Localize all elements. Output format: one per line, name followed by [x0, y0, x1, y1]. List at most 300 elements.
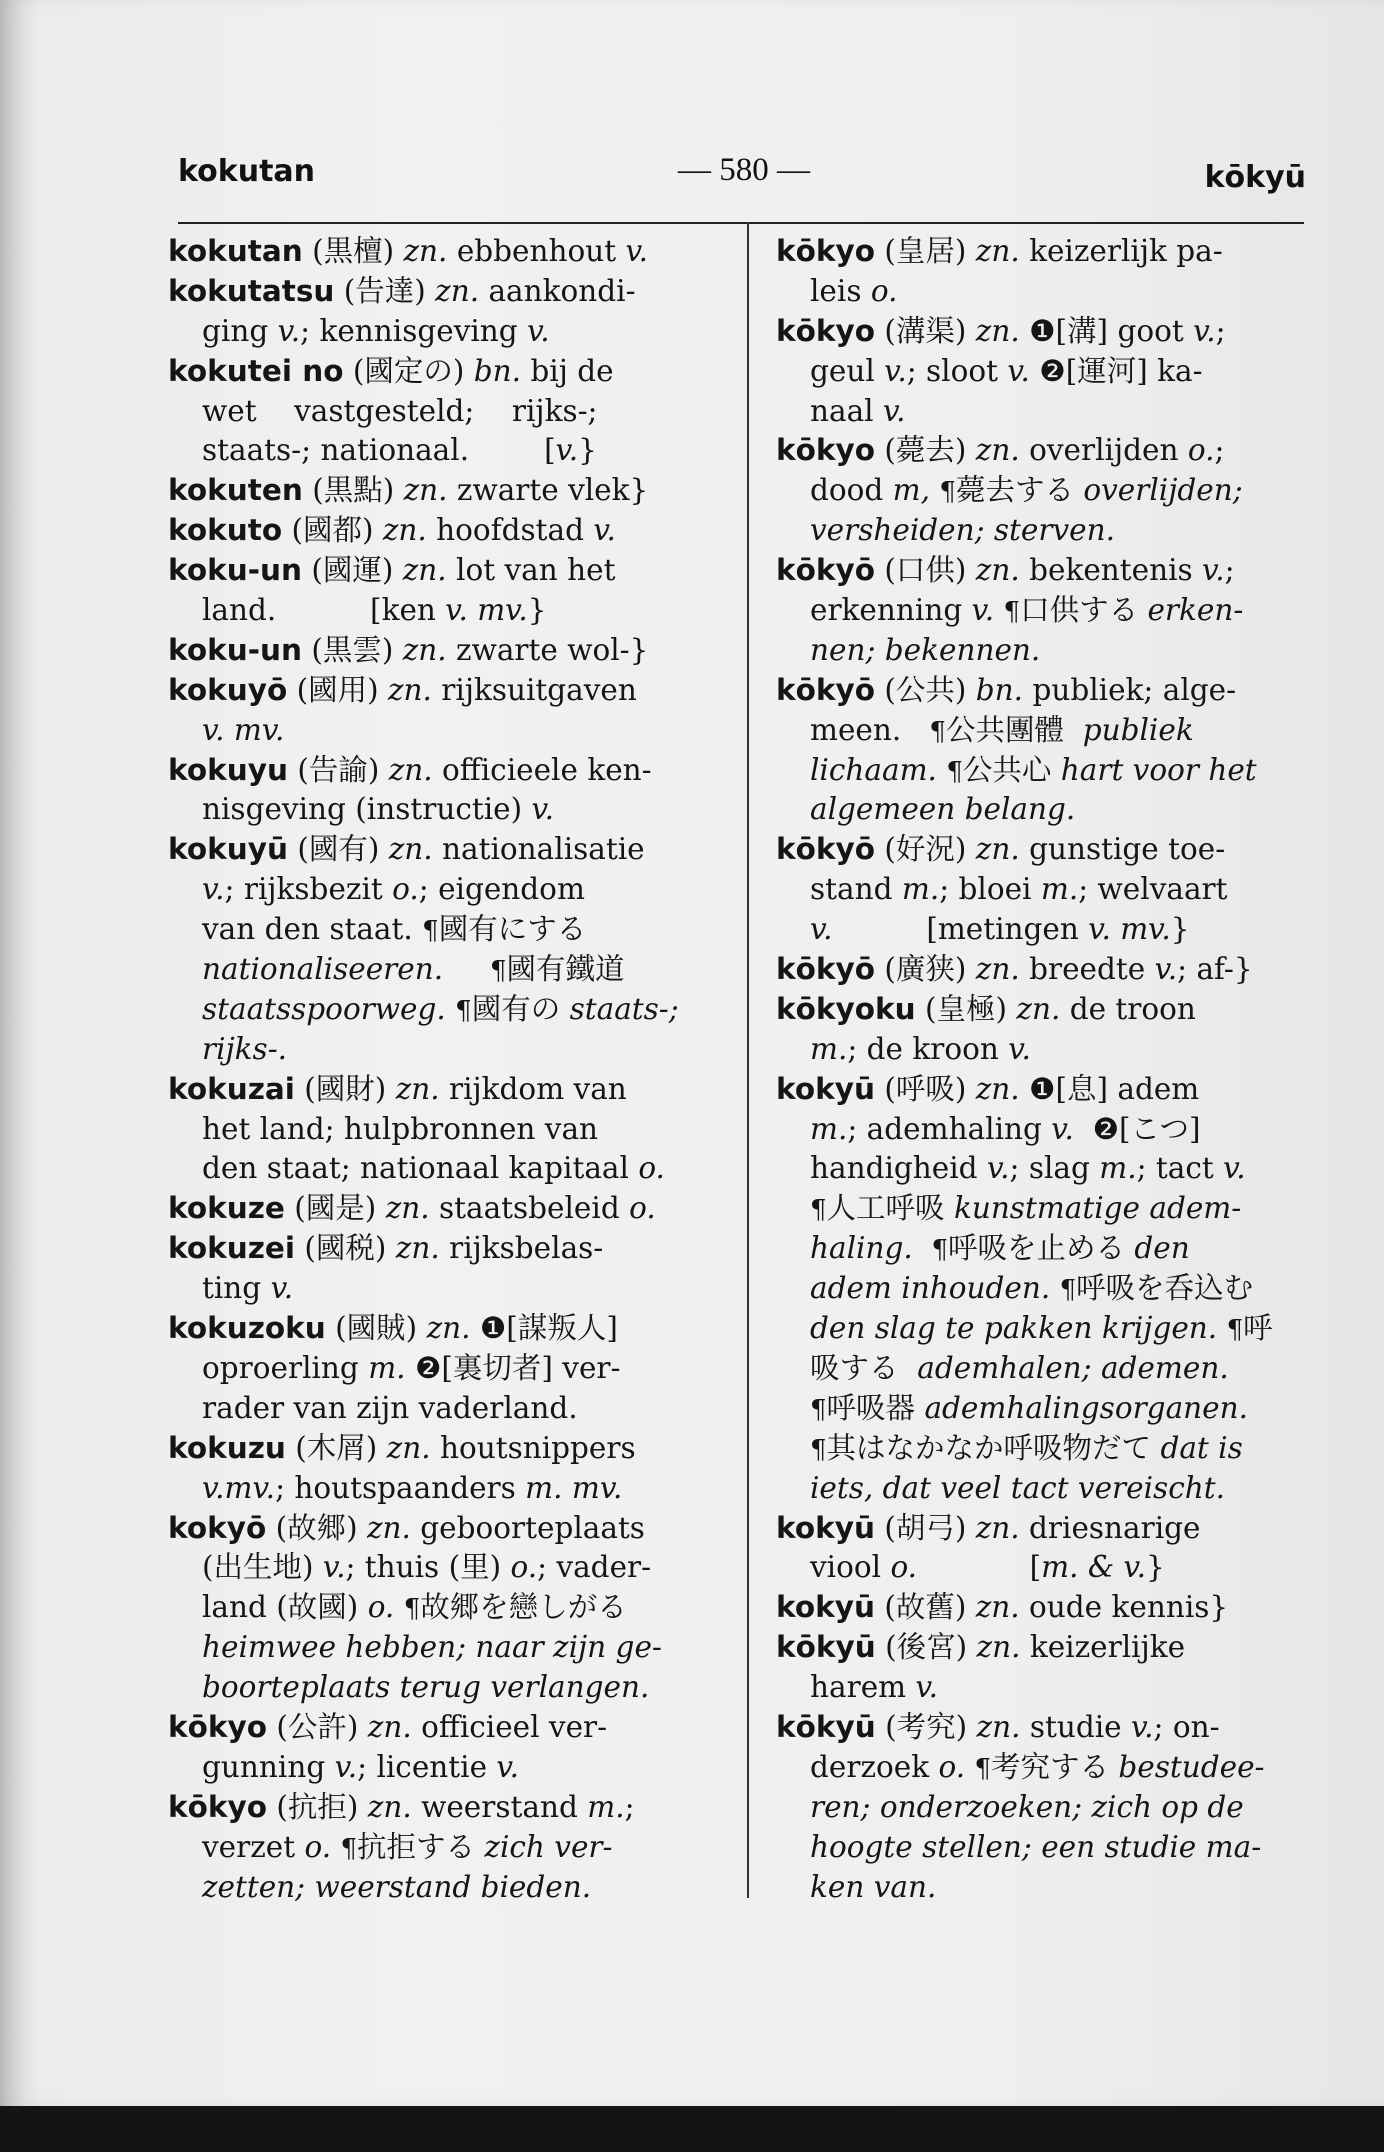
italic-text: zn.	[395, 1231, 440, 1266]
italic-text: ademhalingsorganen.	[924, 1390, 1248, 1425]
headword: kōkyo	[776, 234, 876, 268]
entry-text: ;	[624, 1789, 635, 1824]
entry-text: zwarte vlek}	[447, 473, 649, 508]
entry-continuation-line	[168, 910, 726, 950]
pilcrow-mark: ¶	[939, 477, 956, 508]
entry-continuation-line	[776, 790, 1320, 830]
entry-continuation-line	[168, 1469, 726, 1509]
pilcrow-mark: ¶	[1059, 1275, 1077, 1306]
italic-text: zn.	[402, 632, 447, 667]
italic-text: v.mv.	[202, 1470, 276, 1505]
entry-text: (溝渠)	[875, 313, 976, 348]
italic-text: zn.	[403, 234, 448, 268]
entry-text: officieele ken-	[432, 752, 652, 787]
entry-text: (黒雲)	[301, 632, 403, 667]
entry-line	[776, 830, 1320, 870]
entry-text: 吸する	[810, 1350, 918, 1385]
headword: kokutan	[168, 234, 303, 268]
italic-text: o.	[870, 273, 898, 308]
entry-continuation-line	[776, 1349, 1320, 1389]
entry-text: land. [ken	[202, 593, 446, 628]
italic-text: m,	[892, 473, 931, 508]
entry-continuation-line	[776, 591, 1320, 631]
entry-continuation-line	[776, 631, 1320, 671]
italic-text: zetten; weerstand bieden.	[202, 1869, 592, 1904]
entry-text: 故郷を戀しがる	[420, 1590, 627, 1625]
italic-text: zn.	[975, 433, 1020, 468]
entry-text: ; slag	[1009, 1151, 1100, 1186]
italic-text: v.	[915, 1670, 939, 1705]
italic-text: m.	[368, 1350, 406, 1385]
entry-text: (國定の)	[343, 353, 474, 388]
headword: kokuyu	[168, 752, 288, 787]
entry-text: ; de kroon	[847, 1031, 1009, 1066]
italic-text: v.	[1130, 1709, 1154, 1744]
entry-text: breedte	[1019, 952, 1155, 987]
entry-text: 國有にする	[438, 912, 587, 947]
entry-text: ; welvaart	[1078, 872, 1228, 907]
entry-line	[168, 631, 726, 671]
entry-text: aankondi-	[479, 273, 636, 308]
entry-text: weerstand	[411, 1789, 588, 1824]
entry-text: ; rijksbezit	[224, 872, 393, 907]
italic-text: dat is	[1160, 1430, 1243, 1465]
entry-text: overlijden	[1019, 433, 1188, 468]
pilcrow-mark: ¶	[931, 1235, 949, 1266]
pilcrow-mark: ¶	[810, 1195, 827, 1226]
entry-text: nisgeving (instructie)	[202, 792, 532, 827]
entry-text: 考究する	[991, 1749, 1119, 1784]
entry-text: keizerlijk pa-	[1019, 234, 1223, 268]
headword: kokyū	[776, 1071, 875, 1106]
entry-text: ❶[謀叛人]	[470, 1311, 618, 1346]
entry-line	[168, 1788, 726, 1828]
entry-text: (國用)	[287, 672, 388, 707]
italic-text: v.	[555, 433, 579, 468]
entry-text: geul	[810, 353, 885, 388]
left-column	[168, 232, 726, 1907]
entry-text: zwarte wol-}	[446, 632, 649, 667]
italic-text: zn.	[976, 1709, 1021, 1744]
entry-continuation-line	[776, 910, 1320, 950]
entry-line	[168, 751, 726, 791]
headword: kokyū	[776, 1590, 875, 1625]
entry-continuation-line	[776, 1868, 1320, 1908]
entry-text: officieel ver-	[411, 1709, 608, 1744]
entry-text: ❷[裏切者] ver-	[405, 1350, 621, 1385]
italic-text: zn.	[395, 1071, 440, 1106]
entry-continuation-line	[168, 591, 726, 631]
page-number: — 580 —	[678, 152, 810, 188]
pilcrow-mark: ¶	[455, 995, 472, 1026]
headword: kokuyū	[168, 832, 288, 867]
entry-text: dood	[810, 473, 893, 508]
headword: kokyō	[168, 1510, 267, 1545]
entry-text: publiek; alge-	[1023, 672, 1237, 707]
entry-text: rijksbelas-	[439, 1231, 604, 1266]
entry-text: rijksuitgaven	[431, 672, 637, 707]
entry-line	[776, 431, 1320, 471]
italic-text: lichaam.	[810, 752, 937, 787]
italic-text: v.	[277, 313, 301, 348]
pilcrow-mark: ¶	[810, 1394, 827, 1425]
italic-text: v.	[1154, 952, 1178, 987]
entry-text	[394, 1590, 403, 1624]
italic-text: hart voor het	[1060, 752, 1257, 787]
italic-text: zn.	[367, 1709, 412, 1744]
entry-text: ; af-}	[1177, 952, 1253, 987]
italic-text: staatsspoorweg.	[202, 991, 446, 1026]
italic-text: den slag te pakken krijgen.	[810, 1311, 1218, 1346]
italic-text: overlijden;	[1083, 473, 1243, 508]
italic-text: v. mv.	[202, 712, 285, 747]
italic-text: boorteplaats terug verlangen.	[202, 1670, 650, 1705]
entry-continuation-line	[168, 950, 726, 990]
italic-text: o.	[304, 1829, 332, 1864]
entry-text: driesnarige	[1019, 1510, 1201, 1545]
entry-text: (故舊)	[874, 1590, 976, 1625]
italic-text: o.	[638, 1151, 665, 1186]
entry-text: ; sloot	[906, 353, 1008, 388]
italic-text: heimwee hebben; naar zijn ge-	[202, 1630, 662, 1665]
headword: kōkyo	[776, 433, 876, 468]
entry-continuation-line	[776, 711, 1320, 751]
italic-text: nationaliseeren.	[202, 952, 444, 987]
italic-text: o.	[510, 1550, 538, 1585]
entry-continuation-line	[168, 1110, 726, 1150]
entry-continuation-line	[776, 1828, 1320, 1868]
entry-text	[1217, 1311, 1226, 1345]
italic-text: m.	[587, 1789, 625, 1824]
entry-text: gunning	[202, 1749, 335, 1784]
italic-text: o.	[629, 1191, 656, 1226]
italic-text: v.	[883, 393, 906, 428]
entry-text: (國税)	[295, 1231, 396, 1266]
italic-text: v.	[1193, 313, 1216, 348]
entry-continuation-line	[168, 1668, 726, 1708]
headword: kōkyū	[776, 1630, 876, 1665]
headword: kokuzai	[168, 1071, 295, 1106]
running-header	[178, 150, 1306, 200]
entry-line	[168, 671, 726, 711]
italic-text: v.	[334, 1749, 358, 1784]
entry-text: het land; hulpbronnen van	[202, 1111, 599, 1146]
italic-text: v.	[527, 313, 550, 348]
italic-text: v.	[1051, 1111, 1074, 1146]
entry-line	[776, 312, 1320, 352]
entry-text: gunstige toe-	[1019, 832, 1226, 867]
entry-line	[168, 1189, 726, 1229]
entry-text: 抗拒する	[357, 1829, 485, 1864]
headword: kōkyū	[776, 1709, 876, 1744]
italic-text: zn.	[402, 553, 447, 588]
entry-line	[776, 551, 1320, 591]
italic-text: zn.	[975, 832, 1020, 867]
entry-text	[913, 1231, 932, 1265]
entry-text: (皇極)	[915, 991, 1017, 1026]
italic-text: ren; onderzoeken; zich op de	[810, 1789, 1244, 1824]
entry-text: (後宮)	[875, 1630, 977, 1665]
entry-text: (呼吸)	[874, 1071, 976, 1106]
italic-text: zn.	[435, 273, 480, 308]
italic-text: zn.	[382, 513, 427, 548]
entry-text: 國有の	[471, 991, 570, 1026]
entry-continuation-line	[168, 1628, 726, 1668]
entry-text: (廣狭)	[875, 952, 976, 987]
italic-text: erken-	[1147, 593, 1244, 628]
entry-continuation-line	[168, 1588, 726, 1628]
entry-continuation-line	[168, 1349, 726, 1389]
italic-text: o.	[367, 1590, 395, 1625]
italic-text: v.	[531, 792, 555, 827]
headword: kokuzoku	[168, 1311, 326, 1346]
entry-text: bij de	[521, 353, 614, 388]
headword: kokuto	[168, 513, 283, 548]
pilcrow-mark: ¶	[929, 716, 946, 747]
headword: kokutei no	[168, 353, 344, 388]
entry-continuation-line	[776, 1748, 1320, 1788]
italic-text: v.	[1008, 1031, 1031, 1066]
italic-text: bn.	[975, 672, 1024, 707]
entry-text: (皇居)	[875, 234, 976, 268]
entry-text: ting	[202, 1271, 271, 1306]
entry-text: ; ademhaling	[847, 1111, 1052, 1146]
headword: kōkyo	[168, 1789, 268, 1824]
entry-text: ; tact	[1136, 1151, 1224, 1186]
entry-text: stand	[810, 872, 902, 907]
entry-text: (好況)	[875, 832, 976, 867]
italic-text: bestudee-	[1118, 1749, 1265, 1784]
entry-text: 口供する	[1020, 593, 1148, 628]
entry-text: naal	[810, 393, 883, 428]
header-last-entry: kōkyū	[1204, 160, 1306, 195]
entry-text: wet vastgesteld; rijks-;	[202, 393, 598, 428]
italic-text: v.	[810, 912, 833, 947]
entry-continuation-line	[776, 1269, 1320, 1309]
entry-line	[168, 272, 726, 312]
italic-text: m.	[901, 872, 940, 907]
italic-text: zn.	[388, 832, 433, 867]
entry-text: leis	[810, 273, 871, 308]
entry-continuation-line	[168, 1149, 726, 1189]
italic-text: zich ver-	[484, 1829, 613, 1864]
entry-text: derzoek	[810, 1749, 939, 1784]
italic-text: m. & v.	[1041, 1550, 1147, 1585]
italic-text: zn.	[385, 1191, 430, 1226]
entry-line	[168, 232, 726, 272]
entry-text: keizerlijke	[1020, 1630, 1186, 1665]
entry-line	[168, 1070, 726, 1110]
headword: kōkyo	[168, 1709, 268, 1744]
entry-text: (國有)	[287, 832, 389, 867]
entry-text: handigheid	[810, 1151, 987, 1186]
entry-line	[168, 1429, 726, 1469]
entry-continuation-line	[776, 392, 1320, 432]
entry-continuation-line	[776, 352, 1320, 392]
italic-text: zn.	[975, 952, 1020, 987]
entry-text: bekentenis	[1019, 553, 1203, 588]
pilcrow-mark: ¶	[946, 756, 963, 787]
entry-text: ❷[運河] ka-	[1029, 353, 1203, 388]
entry-text: oproerling	[202, 1350, 369, 1385]
entry-text: staats-; nationaal. [	[202, 433, 556, 468]
entry-continuation-line	[168, 790, 726, 830]
entry-continuation-line	[168, 990, 726, 1030]
italic-text: zn.	[975, 1510, 1020, 1545]
entry-text: geboorteplaats	[410, 1510, 645, 1545]
entry-continuation-line	[168, 1828, 726, 1868]
pilcrow-mark: ¶	[489, 956, 507, 987]
entry-text: (故郷)	[266, 1510, 367, 1545]
entry-text: ; thuis (里)	[345, 1550, 511, 1585]
entry-text: (國都)	[282, 513, 383, 548]
italic-text: zn.	[975, 313, 1020, 348]
italic-text: zn.	[975, 1071, 1020, 1106]
italic-text: rijks-.	[202, 1031, 288, 1066]
entry-continuation-line	[776, 751, 1320, 791]
entry-text: 呼吸を止める	[948, 1231, 1135, 1266]
entry-text: erkenning	[810, 593, 972, 628]
entry-text: nationalisatie	[432, 832, 645, 867]
italic-text: adem inhouden.	[810, 1271, 1051, 1306]
entry-text: hoofdstad	[426, 513, 594, 548]
italic-text: bn.	[473, 353, 522, 388]
italic-text: m.	[810, 1031, 848, 1066]
italic-text: zn.	[367, 1510, 411, 1545]
italic-text: v.	[496, 1749, 519, 1784]
italic-text: zn.	[403, 473, 448, 508]
entry-continuation-line	[168, 1030, 726, 1070]
entry-line	[168, 830, 726, 870]
italic-text: den	[1134, 1231, 1190, 1266]
entry-text: ❷[こつ]	[1073, 1111, 1201, 1146]
entry-text: rader van zijn vaderland.	[202, 1390, 578, 1425]
italic-text: zn.	[1016, 991, 1061, 1026]
entry-text	[446, 992, 455, 1026]
entry-line	[776, 950, 1320, 990]
headword: kōkyō	[776, 832, 876, 867]
italic-text: versheiden; sterven.	[810, 513, 1115, 548]
entry-text: den staat; nationaal kapitaal	[202, 1151, 639, 1186]
headword: kokutatsu	[168, 273, 335, 308]
italic-text: v. mv.	[1088, 912, 1171, 947]
italic-text: v.	[1202, 553, 1225, 588]
entry-continuation-line	[168, 431, 726, 471]
entry-line	[776, 232, 1320, 272]
headword: koku-un	[168, 553, 302, 588]
entry-text: 公共心	[962, 752, 1061, 787]
entry-text: (抗拒)	[267, 1789, 368, 1824]
entry-continuation-line	[776, 1668, 1320, 1708]
entry-text	[1050, 1271, 1059, 1305]
entry-text: 人工呼吸	[826, 1191, 954, 1226]
entry-text: lot van het	[446, 553, 616, 588]
italic-text: zn.	[975, 553, 1020, 588]
entry-text	[443, 952, 490, 986]
entry-continuation-line	[776, 1149, 1320, 1189]
italic-text: o.	[890, 1550, 918, 1585]
entry-text: (薨去)	[875, 433, 976, 468]
entry-continuation-line	[776, 1229, 1320, 1269]
entry-text: (口供)	[875, 553, 976, 588]
entry-continuation-line	[168, 1748, 726, 1788]
entry-text: ;	[1224, 553, 1235, 588]
entry-continuation-line	[776, 471, 1320, 511]
pilcrow-mark: ¶	[974, 1753, 992, 1784]
entry-text: 呼吸を呑込む	[1076, 1271, 1254, 1306]
italic-text: ademhalen; ademen.	[917, 1350, 1229, 1385]
entry-text: (國是)	[284, 1191, 386, 1226]
entry-text: ebbenhout	[447, 234, 626, 268]
entry-text: ; on-	[1153, 1709, 1220, 1744]
right-column	[776, 232, 1320, 1907]
entry-line	[168, 1309, 726, 1349]
italic-text: m.	[1040, 872, 1079, 907]
italic-text: algemeen belang.	[810, 792, 1076, 827]
pilcrow-mark: ¶	[1226, 1315, 1244, 1346]
entry-line	[168, 1229, 726, 1269]
entry-continuation-line	[776, 1788, 1320, 1828]
italic-text: v.	[625, 234, 649, 268]
headword: kōkyō	[776, 553, 876, 588]
entry-continuation-line	[776, 1548, 1320, 1588]
entry-text: harem	[810, 1670, 916, 1705]
italic-text: v.	[971, 593, 995, 628]
headword: kokyū	[776, 1510, 875, 1545]
italic-text: staats-;	[569, 991, 679, 1026]
entry-text: ; eigendom	[418, 872, 585, 907]
entry-text: ;	[1215, 313, 1226, 348]
entry-text: van den staat.	[202, 912, 423, 947]
entry-continuation-line	[776, 1030, 1320, 1070]
italic-text: zn.	[975, 234, 1020, 268]
italic-text: v.	[1007, 353, 1030, 388]
entry-line	[776, 1708, 1320, 1748]
entry-continuation-line	[776, 1309, 1320, 1349]
entry-line	[168, 1708, 726, 1748]
headword: kōkyō	[776, 952, 876, 987]
pilcrow-mark: ¶	[810, 1434, 827, 1465]
entry-line	[776, 1628, 1320, 1668]
entry-text	[930, 473, 939, 507]
italic-text: v. mv.	[445, 593, 528, 628]
italic-text: m.	[810, 1111, 848, 1146]
entry-text: 國有鐵道	[506, 952, 625, 987]
entry-text: (胡弓)	[874, 1510, 976, 1545]
italic-text: zn.	[388, 752, 433, 787]
headword: kokuyō	[168, 672, 288, 707]
italic-text: zn.	[976, 1630, 1021, 1665]
entry-text: (國賊)	[325, 1311, 427, 1346]
entry-line	[168, 551, 726, 591]
entry-text	[994, 593, 1003, 627]
italic-text: v.	[322, 1550, 346, 1585]
headword: kokuzei	[168, 1231, 296, 1266]
entry-text: verzet	[202, 1829, 305, 1864]
entry-text: 公共團體	[945, 712, 1083, 747]
italic-text: zn.	[388, 672, 432, 707]
entry-line	[168, 1509, 726, 1549]
entry-text: (公許)	[267, 1709, 368, 1744]
entry-text: viool	[810, 1550, 891, 1585]
italic-text: v.	[270, 1271, 294, 1306]
entry-text: (公共)	[875, 672, 976, 707]
entry-text: ; vader-	[537, 1550, 652, 1585]
entry-text: (黒點)	[302, 473, 404, 508]
entry-text: 呼	[1243, 1311, 1273, 1346]
entry-text: [metingen	[832, 912, 1089, 947]
italic-text: o.	[938, 1749, 966, 1784]
